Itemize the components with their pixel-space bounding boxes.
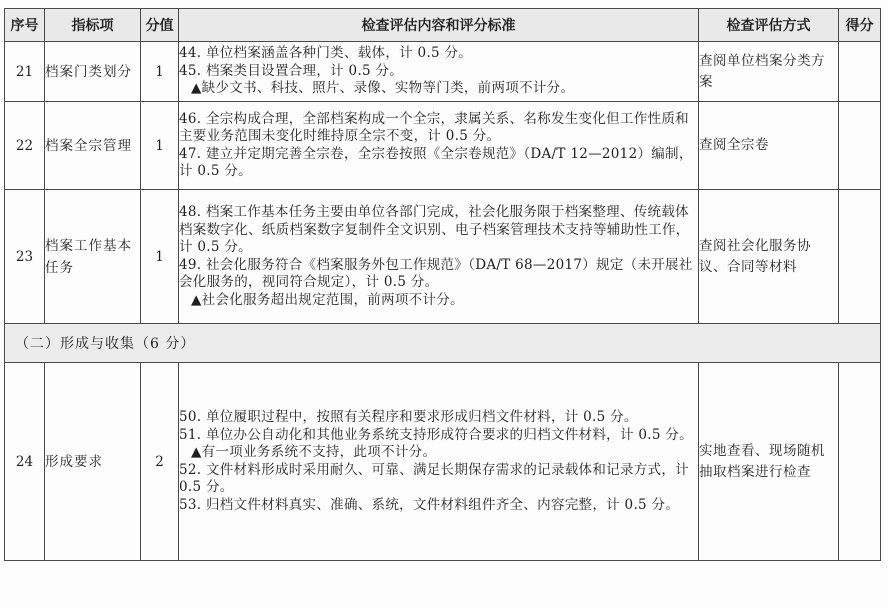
table-row [5, 190, 881, 324]
row-number: 24 [5, 363, 45, 561]
criterion-item: 45. 档案类目设置合理，计 0.5 分。 [179, 62, 404, 79]
table-row [5, 102, 881, 190]
criterion-item: 51. 单位办公自动化和其他业务系统支持形成符合要求的归档文件材料，计 0.5 分。 [179, 426, 693, 443]
got-score-cell[interactable] [839, 190, 881, 324]
score-cell: 1 [141, 102, 179, 190]
criterion-item: 50. 单位履职过程中，按照有关程序和要求形成归档文件材料，计 0.5 分。 [179, 409, 638, 425]
col-header-method: 检查评估方式 [699, 9, 839, 42]
got-score-cell[interactable] [839, 42, 881, 102]
criterion-note: ▲缺少文书、科技、照片、录像、实物等门类，前两项不计分。 [191, 80, 575, 97]
row-number: 21 [5, 42, 45, 102]
criterion-item: 47. 建立并定期完善全宗卷，全宗卷按照《全宗卷规范》（DA/T 12—2012）编制，计 0.5 分。 [179, 145, 693, 179]
table-row [5, 363, 881, 561]
score-cell: 1 [141, 42, 179, 102]
criterion-item: 44. 单位档案涵盖各种门类、载体，计 0.5 分。 [179, 45, 473, 62]
col-header-indicator: 指标项 [45, 9, 141, 42]
criterion-item: 49. 社会化服务符合《档案服务外包工作规范》（DA/T 68—2017）规定（未开展社会化服务的，视同符合规定），计 0.5 分。 [179, 256, 693, 290]
table-row [5, 42, 881, 102]
evaluation-table [4, 8, 881, 561]
col-header-got: 得分 [839, 9, 881, 42]
method-cell: 查阅社会化服务协议、合同等材料 [699, 190, 839, 324]
criterion-item: 52. 文件材料形成时采用耐久、可靠、满足长期保存需求的记录载体和记录方式，计 0.5 分。 [179, 461, 689, 495]
criteria-cell [179, 42, 699, 102]
indicator-cell: 档案门类划分 [45, 42, 141, 102]
method-cell: 查阅全宗卷 [699, 102, 839, 190]
col-header-no: 序号 [5, 9, 45, 42]
criterion-item: 53. 归档文件材料真实、准确、系统，文件材料组件齐全、内容完整，计 0.5 分。 [179, 496, 680, 513]
indicator-cell: 档案全宗管理 [45, 102, 141, 190]
got-score-cell[interactable] [839, 363, 881, 561]
col-header-criteria: 检查评估内容和评分标准 [179, 9, 699, 42]
score-cell: 1 [141, 190, 179, 324]
indicator-cell: 档案工作基本任务 [45, 190, 141, 324]
criterion-note: ▲有一项业务系统不支持，此项不计分。 [191, 444, 437, 460]
method-cell: 实地查看、现场随机抽取档案进行检查 [699, 363, 839, 561]
criteria-cell [179, 102, 699, 190]
criteria-cell [179, 190, 699, 324]
criterion-note: ▲社会化服务超出规定范围，前两项不计分。 [191, 291, 464, 308]
row-number: 23 [5, 190, 45, 324]
got-score-cell[interactable] [839, 102, 881, 190]
score-cell: 2 [141, 363, 179, 561]
section-title: （二）形成与收集（6 分） [5, 324, 881, 363]
col-header-score: 分值 [141, 9, 179, 42]
indicator-cell: 形成要求 [45, 363, 141, 561]
criterion-item: 48. 档案工作基本任务主要由单位各部门完成，社会化服务限于档案整理、传统载体档案数字化、纸质档案数字复制件全文识别、电子档案管理技术支持等辅助性工作，计 0.5 分。 [179, 204, 690, 255]
criteria-cell [179, 363, 699, 561]
method-cell: 查阅单位档案分类方案 [699, 42, 839, 102]
row-number: 22 [5, 102, 45, 190]
header-row [5, 9, 881, 42]
section-row [5, 324, 881, 363]
criterion-item: 46. 全宗构成合理，全部档案构成一个全宗，隶属关系、名称发生变化但工作性质和主要业务范围未变化时维持原全宗不变，计 0.5 分。 [179, 110, 689, 144]
